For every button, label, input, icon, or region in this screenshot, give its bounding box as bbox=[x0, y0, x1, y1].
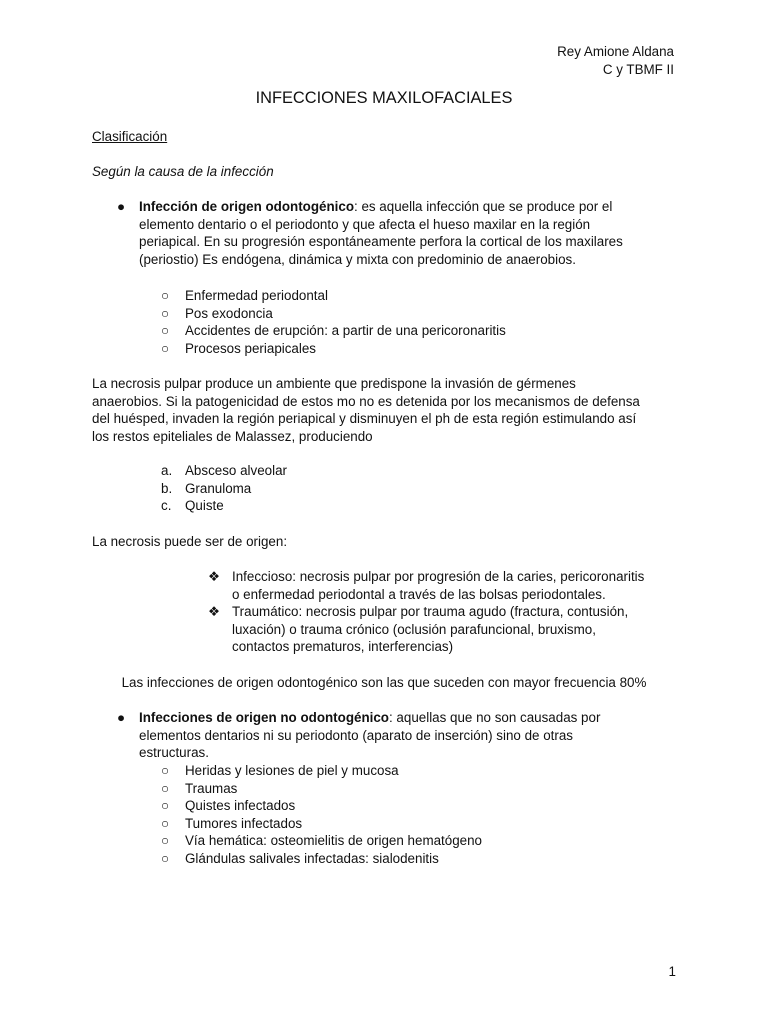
bullet-odontogenic-line-4: (periostio) Es endógena, dinámica y mixta con predominio de anaerobios. bbox=[139, 251, 576, 267]
list-item: Traumas bbox=[185, 780, 238, 796]
frequency-note: Las infecciones de origen odontogénico son las que suceden con mayor frecuencia 80% bbox=[121, 675, 647, 690]
sub-list-marker: ○ bbox=[160, 833, 170, 848]
bullet-odontogenic-line-3: periapical. En su progresión espontáneamente perfora la cortical de los maxilares bbox=[139, 234, 623, 249]
sub-list-marker: ○ bbox=[160, 323, 170, 338]
bullet-odontogenic-line-1: Infección de origen odontogénico: es aquella infección que se produce por el bbox=[139, 199, 613, 214]
sub-list-marker: ○ bbox=[160, 305, 170, 321]
sub-list-marker: ○ bbox=[160, 850, 170, 866]
diamond-marker: ❖ bbox=[207, 604, 220, 619]
paragraph-line: del huésped, invaden la región periapical y disminuyen el ph de esta región estimulando así bbox=[92, 411, 637, 426]
sub-list-marker: ○ bbox=[160, 763, 170, 778]
list-item: Tumores infectados bbox=[185, 815, 303, 831]
paragraph-line: anaerobios. Si la patogenicidad de estos mo no es detenida por los mecanismos de defensa bbox=[92, 393, 640, 409]
necrosis-origin-text: La necrosis puede ser de origen: bbox=[92, 534, 288, 549]
list-item: Quiste bbox=[185, 498, 224, 513]
list-item-line: luxación) o trauma crónico (oclusión parafuncional, bruxismo, bbox=[232, 621, 596, 637]
sub-list-marker: ○ bbox=[160, 780, 170, 796]
list-marker: b. bbox=[161, 480, 173, 496]
document-title: INFECCIONES MAXILOFACIALES bbox=[255, 89, 513, 107]
list-item: Pos exodoncia bbox=[185, 305, 273, 321]
document-header bbox=[557, 43, 674, 79]
paragraph-line: La necrosis pulpar produce un ambiente que predispone la invasión de gérmenes bbox=[92, 376, 576, 391]
list-item-line: contactos prematuros, interferencias) bbox=[232, 639, 454, 654]
list-item: Procesos periapicales bbox=[185, 340, 316, 356]
bullet-non-odontogenic-line-1: Infecciones de origen no odontogénico: aquellas que no son causadas por bbox=[139, 710, 601, 725]
list-item: Vía hemática: osteomielitis de origen hematógeno bbox=[185, 833, 483, 848]
list-item: Absceso alveolar bbox=[185, 463, 287, 478]
list-item: Glándulas salivales infectadas: sialodenitis bbox=[185, 850, 439, 866]
list-item: Accidentes de erupción: a partir de una pericoronaritis bbox=[185, 323, 506, 338]
list-item: Enfermedad periodontal bbox=[185, 288, 328, 303]
bullet-odontogenic-line-2: elemento dentario o el periodonto y que afecta el hueso maxilar en la región bbox=[139, 216, 591, 232]
page-number: 1 bbox=[668, 964, 676, 979]
list-item-line: Traumático: necrosis pulpar por trauma agudo (fractura, contusión, bbox=[232, 604, 629, 619]
list-item: Granuloma bbox=[185, 480, 252, 496]
sub-list-marker: ○ bbox=[160, 815, 170, 831]
cause-subtitle: Según la causa de la infección bbox=[92, 164, 274, 179]
sub-list-marker: ○ bbox=[160, 288, 170, 303]
course-name: C y TBMF II bbox=[602, 62, 674, 77]
sub-list-marker: ○ bbox=[160, 340, 170, 356]
list-item-line: Infeccioso: necrosis pulpar por progresión de la caries, pericoronaritis bbox=[232, 569, 645, 584]
list-marker: c. bbox=[161, 498, 172, 513]
list-item-line: o enfermedad periodontal a través de las bolsas periodontales. bbox=[232, 586, 606, 602]
list-item: Heridas y lesiones de piel y mucosa bbox=[185, 763, 399, 778]
diamond-marker: ❖ bbox=[207, 569, 220, 584]
necrosis-paragraph bbox=[92, 375, 640, 445]
odontogenic-term: Infección de origen odontogénico bbox=[139, 199, 354, 214]
list-marker: a. bbox=[161, 463, 173, 478]
classification-heading: Clasificación bbox=[92, 129, 168, 144]
bullet-non-odontogenic-line-3: estructuras. bbox=[139, 745, 209, 760]
list-item: Quistes infectados bbox=[185, 798, 296, 813]
sub-list-marker: ○ bbox=[160, 798, 170, 813]
non-odontogenic-term: Infecciones de origen no odontogénico bbox=[139, 710, 389, 725]
bullet-non-odontogenic-line-2: elementos dentarios ni su periodonto (aparato de inserción) sino de otras bbox=[139, 727, 573, 743]
bullet-marker: ● bbox=[116, 199, 126, 214]
paragraph-line: los restos epiteliales de Malassez, produciendo bbox=[92, 428, 373, 444]
bullet-marker: ● bbox=[116, 710, 126, 725]
author-name: Rey Amione Aldana bbox=[557, 44, 674, 59]
